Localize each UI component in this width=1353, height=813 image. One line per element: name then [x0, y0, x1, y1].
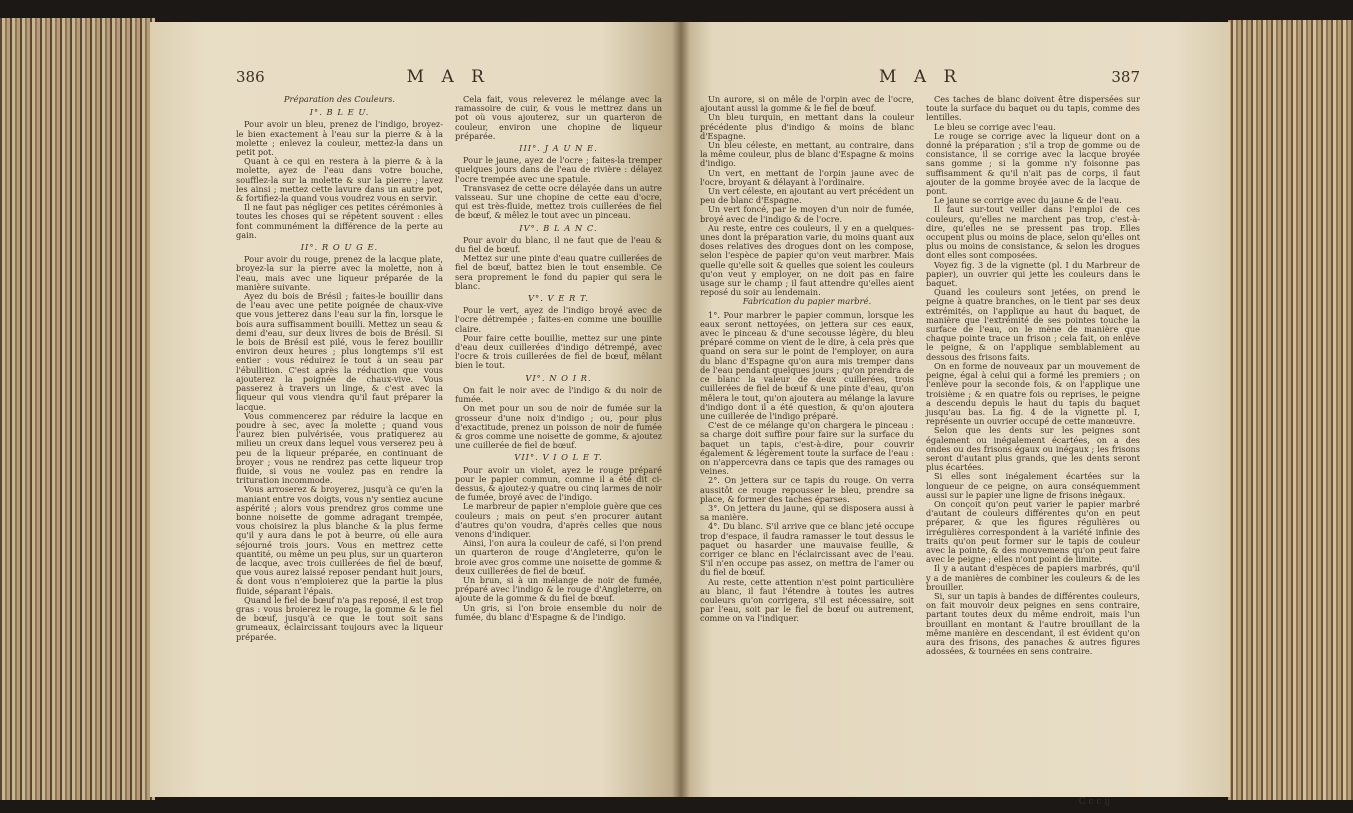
paragraph: Vous arroserez & broyerez, jusqu'à ce qu'en la maniant entre vos doigts, vous n'y sentiez aucune aspérité ; alors vous prendrez gros comme une bonne noisette de gomme adragant trempée, vous choisirez la plus blanche & la plus ferme qu'il y aura dans le pot à beurre, où elle aura séjourné trois jours. Vous en mettrez cette quantité, ou même un peu plus, sur un quarteron de lacque, avec trois cuillerées de fiel de bœuf, que vous aurez laissé reposer pendant huit jours, & dont vous n'emploierez que la partie la plus fluide, séparant l'épais. [236, 484, 443, 596]
paragraph: Si, sur un tapis à bandes de différentes couleurs, on fait mouvoir deux peignes en sens contraire, partant toutes deux du même endroit, mais l'un brouillant en montant & l'autre brouillant de la même manière en descendant, il est évident qu'on aura des frisons, des panaches & autres figures adossées, & tournées en sens contraire. [926, 590, 1140, 657]
section-heading: IV°. B L A N C. [519, 222, 598, 233]
paragraph: On met pour un sou de noir de fumée sur la grosseur d'une noix d'indigo ; ou, pour plus d'exactitude, prenez un poisson de noir de fumée & gros comme une noisette de gomme, & ajoutez une cuillerée de fiel de bœuf. [455, 403, 662, 451]
text-column [236, 95, 443, 795]
paragraph: Pour le jaune, ayez de l'ocre ; faites-la tremper quelques jours dans de l'eau de rivière : délayez l'ocre trempée avec une spatule. [455, 155, 662, 184]
paragraph: Un vert céleste, en ajoutant au vert précédent un peu de blanc d'Espagne. [700, 186, 914, 206]
left-page-header [236, 67, 662, 89]
section-heading: II°. R O U G E. [300, 242, 379, 253]
paragraph: Un brun, si à un mélange de noir de fumée, préparé avec l'indigo & le rouge d'Angleterre, on ajoute de la gomme & du fiel de bœuf. [455, 574, 662, 604]
paragraph: 1°. Pour marbrer le papier commun, lorsque les eaux seront nettoyées, on jettera sur ces eaux, avec le pinceau & d'une secousse légère, du bleu préparé comme on vient de le dire, à cela près que quand on sera sur le point de l'employer, on aura du blanc d'Espagne qu'on aura mis tremper dans de l'eau pendant quelques jours ; qu'on prendra de ce blanc la valeur de deux cuillerées, trois cuillerées de fiel de bœuf & une pinte d'eau, qu'on mêlera le tout, qu'on ajoutera au mélange la lavure d'indigo dont il a été question, & qu'on ajoutera une cuillerée de l'indigo préparé. [700, 309, 914, 421]
paragraph: Transvasez de cette ocre délayée dans un autre vaisseau. Sur une chopine de cette eau d'ocre, qui est très-fluide, mettez trois cuillerées de fiel de bœuf, & mêlez le tout avec un pinceau. [455, 182, 662, 221]
paragraph: Si elles sont inégalement écartées sur la longueur de ce peigne, on aura conséquemment aussi sur le papier une ligne de frisons inégaux. [926, 471, 1140, 500]
paragraph: On en forme de nouveaux par un mouvement de peigne, égal à celui qui a formé les premiers ; on l'enlève pour la seconde fois, & on l'applique une troisième ; & en quatre fois ou reprises, le peigne a descendu depuis le haut du tapis du baquet jusqu'au bas. La fig. 4 de la vignette pl. I, représente un ouvrier occupé de cette manœuvre. [926, 360, 1140, 427]
running-head: M A R [879, 67, 963, 87]
page-number: 386 [236, 68, 265, 86]
paragraph: Quand le fiel de bœuf n'a pas reposé, il est trop gras : vous broierez le rouge, la gomme & le fiel de bœuf, jusqu'à ce que le tout soit sans grumeaux, éclaircissant toujours avec la liqueur préparée. [236, 594, 443, 642]
paragraph: Quant à ce qui en restera à la pierre & à la molette, ayez de l'eau dans votre bouche, soufflez-la sur la molette & sur la pierre ; lavez les ainsi ; mettez cette lavure dans un autre pot, & fortifiez-la quand vous voudrez vous en servir. [236, 156, 443, 204]
paragraph: Un bleu céleste, en mettant, au contraire, dans la même couleur, plus de blanc d'Espagne & moins d'indigo. [700, 140, 914, 169]
paragraph: Il faut sur-tout veiller dans l'emploi de ces couleurs, qu'elles ne marchent pas trop, c'est-à-dire, qu'elles ne se pressent pas trop. Elles occupent plus ou moins de place, selon qu'elles ont plus ou moins de consistance, & selon les drogues dont elles sont composées. [926, 204, 1140, 261]
paragraph: Vous commencerez par réduire la lacque en poudre à sec, avec la molette ; quand vous l'aurez bien pulvérisée, vous pratiquerez au milieu un creux dans lequel vous verserez peu à peu de la liqueur préparée, en continuant de broyer ; vous ne rendrez pas cette liqueur trop fluide, si vous ne voulez pas en rendre la trituration incommode. [236, 410, 443, 486]
right-page-header [700, 67, 1140, 89]
paragraph: Mettez sur une pinte d'eau quatre cuillerées de fiel de bœuf, battez bien le tout ensemble. Ce sera proprement le fond du papier qui sera le blanc. [455, 253, 662, 291]
text-column [455, 95, 662, 795]
paragraph: On conçoit qu'on peut varier le papier marbré d'autant de couleurs différentes qu'on en peut préparer, & que les figures régulières ou irrégulières correspondent à la variété infinie des traits qu'on peut former sur le tapis de couleur avec la pointe, & des mouvemens qu'on peut faire avec le peigne ; elles n'ont point de limite. [926, 498, 1140, 565]
section-heading: VII°. V I O L E T. [514, 452, 603, 463]
paragraph: Il y a autant d'espèces de papiers marbrés, qu'il y a de manières de combiner les couleurs & de les brouiller. [926, 563, 1140, 592]
paragraph: Pour avoir du blanc, il ne faut que de l'eau & du fiel de bœuf. [455, 234, 662, 255]
left-page-edges [0, 18, 155, 800]
subtitle: Préparation des Couleurs. [283, 94, 396, 104]
paragraph: Le marbreur de papier n'emploie guère que ces couleurs ; mais on peut s'en procurer autant d'autres qu'on voudra, d'après celles que nous venons d'indiquer. [455, 501, 662, 539]
text-column [926, 95, 1140, 795]
right-page [680, 22, 1230, 807]
section-heading: III°. J A U N E. [519, 143, 598, 154]
paragraph: Ainsi, l'on aura la couleur de café, si l'on prend un quarteron de rouge d'Angleterre, qu'on le broie avec gros comme une noisette de gomme & deux cuillerées de fiel de bœuf. [455, 538, 662, 576]
section-heading: V°. V E R T. [527, 293, 590, 304]
paragraph: Il ne faut pas négliger ces petites cérémonies à toutes les choses qui se répètent souvent : elles font communément la différence de la perte au gain. [236, 202, 443, 240]
paragraph: Le bleu se corrige avec l'eau. [934, 121, 1056, 132]
text-column [700, 95, 914, 795]
paragraph: Pour faire cette bouillie, mettez sur une pinte d'eau deux cuillerées d'indigo détrempé, avec l'ocre & trois cuillerées de fiel de bœuf, mêlant bien le tout. [455, 332, 662, 371]
paragraph: Le jaune se corrige avec du jaune & de l'eau. [934, 195, 1122, 206]
section-heading: I°. B L E U. [309, 107, 370, 118]
section-heading: VI°. N O I R. [525, 372, 592, 383]
paragraph: 3°. On jettera du jaune, qui se disposera aussi à sa manière. [700, 502, 914, 523]
book-gutter [672, 22, 690, 797]
paragraph: Ces taches de blanc doivent être dispersées sur toute la surface du baquet ou du tapis, comme des lentilles. [926, 94, 1140, 123]
paragraph: Cela fait, vous releverez le mélange avec la ramassoire de cuir, & vous le mettrez dans un pot où vous ajouterez, sur un quarteron de couleur, environ une chopine de liqueur préparée. [455, 94, 662, 141]
paragraph: Pour avoir du rouge, prenez de la lacque plate, broyez-la sur la pierre avec la molette, non à l'eau, mais avec une liqueur préparée de la manière suivante. [236, 254, 443, 292]
paragraph: Un bleu turquin, en mettant dans la couleur précédente plus d'indigo & moins de blanc d'Espagne. [700, 112, 914, 141]
paragraph: Le rouge se corrige avec la liqueur dont on a donné la préparation ; s'il a trop de gomme ou de consistance, il se corrige avec la lacque broyée sans gomme ; si la gomme n'y foisonne pas suffisamment & qu'il n'ait pas de corps, il faut ajouter de la gomme broyée avec de la lacque de pont. [926, 130, 1140, 197]
paragraph: Ayez du bois de Brésil ; faites-le bouillir dans de l'eau avec une petite poignée de chaux-vive que vous jetterez dans l'eau sur la fin, lorsque le bois aura suffisamment bouilli. Mettez un seau & demi d'eau, sur deux livres de bois de Brésil. Si le bois de Brésil est pilé, vous le ferez bouillir environ deux heures ; plus longtemps s'il est entier : vous réduirez le tout à un seau par l'ébullition. C'est après la réduction que vous ajouterez la poignée de chaux-vive. Vous passerez à travers un linge, & c'est avec la liqueur qui vous viendra qu'il faut préparer la lacque. [236, 291, 443, 412]
paragraph: Au reste, cette attention n'est point particulière au blanc, il faut l'étendre à toutes les autres couleurs qu'on corrigera, s'il est nécessaire, soit par l'eau, soit par le fiel de bœuf ou autrement, comme on va l'indiquer. [700, 576, 914, 624]
subtitle: Fabrication du papier marbré. [742, 296, 872, 307]
right-page-edges [1228, 20, 1353, 800]
paragraph: Un aurore, si on mêle de l'orpin avec de l'ocre, ajoutant aussi la gomme & le fiel de bœuf. [700, 94, 914, 114]
paragraph: Selon que les dents sur les peignes sont également ou inégalement écartées, on a des ondes ou des frisons égaux ou inégaux ; les frisons seront d'autant plus grands, que les dents seront plus écartées. [926, 425, 1140, 473]
page-number: 387 [1111, 68, 1140, 86]
paragraph: Au reste, entre ces couleurs, il y en a quelques-unes dont la préparation varie, du moins quant aux doses relatives des drogues dont on les compose, selon l'espèce de papier qu'on veut marbrer. Mais quelle qu'elle soit & quelles que soient les couleurs qu'on veut y employer, on ne doit pas en faire usage sur le champ ; il faut attendre qu'elles aient reposé du soir au lendemain. [700, 222, 914, 298]
paragraph: Pour avoir un bleu, prenez de l'indigo, broyez-le bien exactement à l'eau sur la pierre & à la molette ; enlevez la couleur, mettez-la dans un petit pot. [236, 119, 443, 158]
paragraph: On fait le noir avec de l'indigo & du noir de fumée. [455, 384, 662, 405]
paragraph: 4°. Du blanc. S'il arrive que ce blanc jeté occupe trop d'espace, il faudra ramasser le tout dessus le paquet ou hasarder une mauvaise feuille, & corriger ce blanc en l'éclaircissant avec de l'eau. S'il n'en occupe pas assez, on mettra de l'amer ou du fiel de bœuf. [700, 521, 914, 578]
signature-mark: C c c ij [1078, 797, 1110, 807]
paragraph: Voyez fig. 3 de la vignette (pl. I du Marbreur de papier), un ouvrier qui jette les couleurs dans le baquet. [926, 259, 1140, 289]
paragraph: Quand les couleurs sont jetées, on prend le peigne à quatre branches, on le tient par ses deux extrémités, on l'applique au haut du baquet, de manière que l'extrémité de ses pointes touche la surface de l'eau, on le mène de manière que chaque pointe trace un frison ; cela fait, on enlève le peigne, & on l'applique semblablement au dessous des frisons faits. [926, 287, 1140, 362]
running-head: M A R [406, 67, 490, 87]
paragraph: Un vert, en mettant de l'orpin jaune avec de l'ocre, broyant & délayant à l'ordinaire. [700, 167, 914, 187]
paragraph: Un vert foncé, par le moyen d'un noir de fumée, broyé avec de l'indigo & de l'ocre. [700, 204, 914, 224]
paragraph: Un gris, si l'on broie ensemble du noir de fumée, du blanc d'Espagne & de l'indigo. [455, 602, 662, 622]
left-page [150, 22, 680, 797]
paragraph: C'est de ce mélange qu'on chargera le pinceau : sa charge doit suffire pour faire sur la surface du baquet un tapis, c'est-à-dire, pour couvrir également & légèrement toute la surface de l'eau : on n'appercevra dans ce tapis que des ramages ou veines. [700, 420, 914, 477]
paragraph: 2°. On jettera sur ce tapis du rouge. On verra aussitôt ce rouge repousser le bleu, prendre sa place, & former des taches éparses. [700, 475, 914, 504]
paragraph: Pour avoir un violet, ayez le rouge préparé pour le papier commun, comme il a été dit ci-dessus, & ajoutez-y quatre ou cinq larmes de noir de fumée, broyé avec de l'indigo. [455, 464, 662, 503]
paragraph: Pour le vert, ayez de l'indigo broyé avec de l'ocre détrempée ; faites-en comme une bouillie claire. [455, 305, 662, 334]
